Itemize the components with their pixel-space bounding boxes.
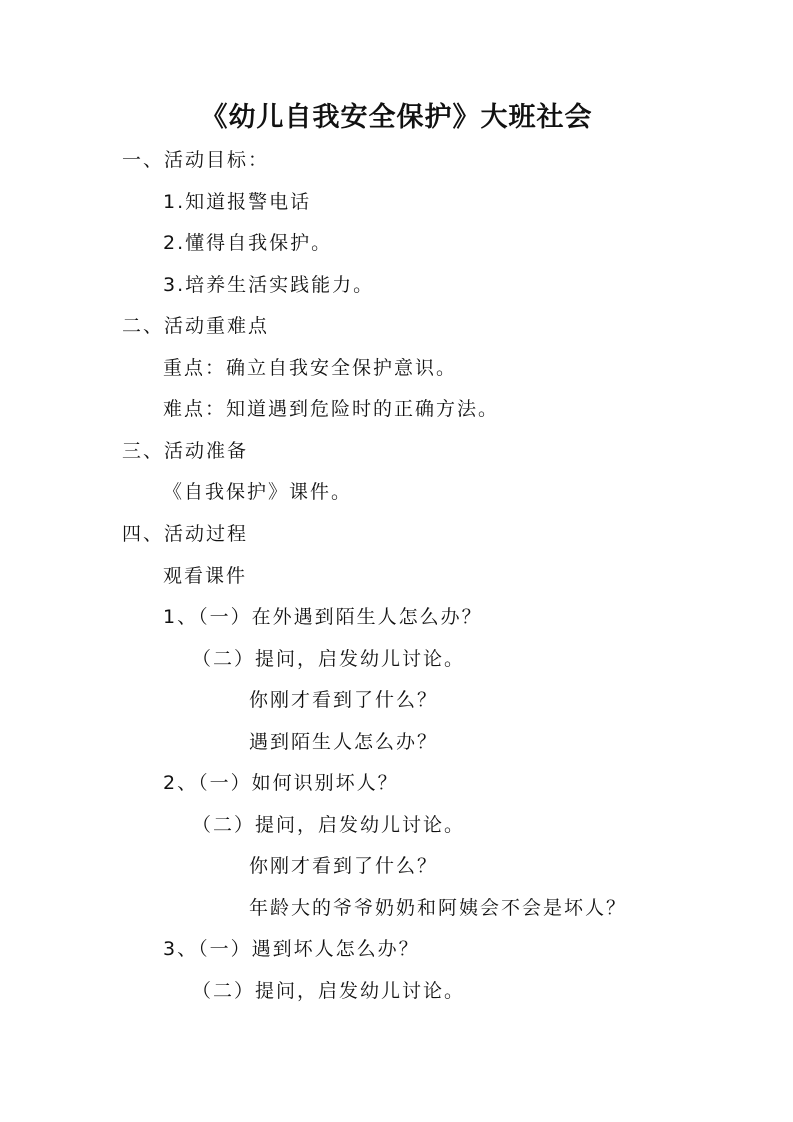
process-step-1-question-1: 你刚才看到了什么？ (249, 689, 439, 711)
process-step-2-question-2: 年龄大的爷爷奶奶和阿姨会不会是坏人？ (249, 897, 628, 919)
process-step-1-title: 1、（一）在外遇到陌生人怎么办？ (163, 606, 483, 628)
key-point-item: 重点：确立自我安全保护意识。 (163, 357, 458, 379)
section-heading-preparation: 三、活动准备 (122, 440, 249, 462)
document-title: 《幼儿自我安全保护》大班社会 (200, 102, 593, 133)
process-step-2-title: 2、（一）如何识别坏人？ (163, 772, 399, 794)
preparation-item: 《自我保护》课件。 (163, 481, 353, 503)
process-step-3-prompt: （二）提问，启发幼儿讨论。 (192, 980, 466, 1002)
objective-item-2: 2.懂得自我保护。 (163, 232, 333, 254)
process-step-1-question-2: 遇到陌生人怎么办？ (249, 731, 439, 753)
section-heading-objectives: 一、活动目标： (122, 149, 270, 171)
objective-item-3: 3.培养生活实践能力。 (163, 274, 375, 296)
process-step-1-prompt: （二）提问，启发幼儿讨论。 (192, 648, 466, 670)
process-step-2-prompt: （二）提问，启发幼儿讨论。 (192, 814, 466, 836)
process-intro: 观看课件 (163, 565, 248, 587)
difficult-point-item: 难点：知道遇到危险时的正确方法。 (163, 398, 500, 420)
objective-item-1: 1.知道报警电话 (163, 191, 312, 213)
section-heading-key-points: 二、活动重难点 (122, 315, 270, 337)
section-heading-process: 四、活动过程 (122, 523, 249, 545)
process-step-3-title: 3、（一）遇到坏人怎么办？ (163, 938, 420, 960)
process-step-2-question-1: 你刚才看到了什么？ (249, 855, 439, 877)
